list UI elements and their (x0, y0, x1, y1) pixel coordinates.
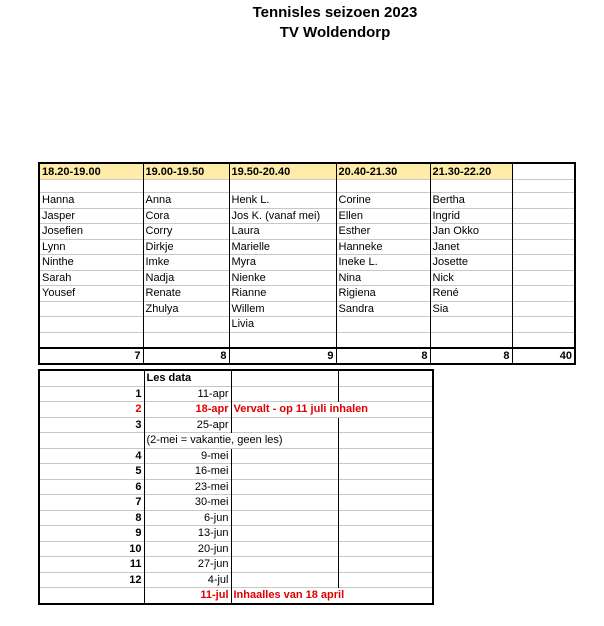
player-name-cell: Livia (229, 317, 336, 333)
total-count-cell: 8 (143, 348, 229, 364)
lesson-number: 11 (39, 557, 144, 573)
empty-cell (512, 286, 575, 302)
player-name-cell: Sia (430, 301, 512, 317)
player-name-cell (336, 317, 430, 333)
player-name-cell: Sandra (336, 301, 430, 317)
lesson-number: 4 (39, 448, 144, 464)
player-name-cell: Josefien (39, 224, 143, 240)
lesson-row (39, 572, 433, 588)
time-slot-header: 19.00-19.50 (143, 163, 229, 180)
player-name-cell: Jasper (39, 208, 143, 224)
empty-cell (512, 239, 575, 255)
total-count-cell: 40 (512, 348, 575, 364)
lesson-number: 5 (39, 464, 144, 480)
time-slot-header: 21.30-22.20 (430, 163, 512, 180)
empty-cell (143, 180, 229, 193)
player-name-cell: Corry (143, 224, 229, 240)
time-slot-header: 18.20-19.00 (39, 163, 143, 180)
lesson-number: 12 (39, 572, 144, 588)
player-name-cell: Nick (430, 270, 512, 286)
empty-cell (231, 572, 338, 588)
empty-cell (231, 417, 338, 433)
lesson-date: 27-jun (144, 557, 231, 573)
lesson-row (39, 464, 433, 480)
player-name-cell: Sarah (39, 270, 143, 286)
schedule-row (39, 286, 575, 302)
empty-cell (512, 332, 575, 348)
lesson-date: 11-jul (144, 588, 231, 604)
lesson-row (39, 417, 433, 433)
empty-cell (229, 332, 336, 348)
total-count-cell: 7 (39, 348, 143, 364)
time-slot-header: 19.50-20.40 (229, 163, 336, 180)
lesson-note: Vervalt - op 11 juli inhalen (231, 402, 433, 418)
lesson-number (39, 588, 144, 604)
schedule-table (38, 162, 576, 365)
empty-cell (338, 495, 433, 511)
player-name-cell: Hanna (39, 193, 143, 209)
lesson-date: 23-mei (144, 479, 231, 495)
lesson-row (39, 386, 433, 402)
lesson-number: 8 (39, 510, 144, 526)
player-name-cell: Corine (336, 193, 430, 209)
player-name-cell: Lynn (39, 239, 143, 255)
player-name-cell: Hanneke (336, 239, 430, 255)
lesson-date: 16-mei (144, 464, 231, 480)
empty-cell (512, 208, 575, 224)
player-name-cell: Josette (430, 255, 512, 271)
empty-cell (336, 332, 430, 348)
empty-cell (39, 332, 143, 348)
player-name-cell (39, 317, 143, 333)
lesson-row (39, 402, 433, 418)
empty-cell (338, 541, 433, 557)
empty-cell (143, 332, 229, 348)
lesson-dates-header: Les data (144, 370, 231, 386)
player-name-cell (143, 317, 229, 333)
empty-cell (512, 224, 575, 240)
lesson-date: 4-jul (144, 572, 231, 588)
empty-cell (39, 370, 144, 386)
empty-cell (231, 495, 338, 511)
empty-cell (338, 479, 433, 495)
blank-header-cell (512, 163, 575, 180)
lesson-date: 25-apr (144, 417, 231, 433)
empty-cell (430, 332, 512, 348)
lesson-note: Inhaalles van 18 april (231, 588, 433, 604)
player-name-cell: Esther (336, 224, 430, 240)
player-name-cell: Henk L. (229, 193, 336, 209)
schedule-row (39, 317, 575, 333)
player-name-cell: Myra (229, 255, 336, 271)
empty-cell (39, 180, 143, 193)
player-name-cell: Yousef (39, 286, 143, 302)
total-count-cell: 9 (229, 348, 336, 364)
lesson-row (39, 526, 433, 542)
empty-cell (338, 510, 433, 526)
empty-cell (231, 479, 338, 495)
schedule-header-row (39, 163, 575, 180)
lesson-date: 6-jun (144, 510, 231, 526)
empty-cell (231, 464, 338, 480)
empty-cell (231, 370, 338, 386)
lesson-number: 3 (39, 417, 144, 433)
lesson-dates-table (38, 369, 434, 605)
lesson-row (39, 541, 433, 557)
total-count-cell: 8 (430, 348, 512, 364)
schedule-row (39, 239, 575, 255)
empty-cell (338, 433, 433, 449)
lesson-date: 11-apr (144, 386, 231, 402)
player-name-cell (39, 301, 143, 317)
player-name-cell: Nadja (143, 270, 229, 286)
schedule-row (39, 208, 575, 224)
lesson-row (39, 433, 433, 449)
player-name-cell: Nina (336, 270, 430, 286)
time-slot-header: 20.40-21.30 (336, 163, 430, 180)
lesson-number: 10 (39, 541, 144, 557)
empty-cell (231, 526, 338, 542)
empty-cell (338, 464, 433, 480)
empty-cell (338, 557, 433, 573)
lesson-date: 30-mei (144, 495, 231, 511)
player-name-cell: René (430, 286, 512, 302)
player-name-cell: Rigiena (336, 286, 430, 302)
lesson-date: 20-jun (144, 541, 231, 557)
player-name-cell: Imke (143, 255, 229, 271)
schedule-row (39, 255, 575, 271)
empty-cell (338, 386, 433, 402)
empty-cell (512, 317, 575, 333)
player-name-cell: Zhulya (143, 301, 229, 317)
player-name-cell: Marielle (229, 239, 336, 255)
lesson-row (39, 510, 433, 526)
player-name-cell (430, 317, 512, 333)
empty-cell (338, 526, 433, 542)
lesson-number: 7 (39, 495, 144, 511)
empty-cell (231, 386, 338, 402)
schedule-row (39, 193, 575, 209)
lesson-row (39, 557, 433, 573)
totals-row (39, 348, 575, 364)
player-name-cell: Renate (143, 286, 229, 302)
empty-cell (338, 417, 433, 433)
player-name-cell: Ellen (336, 208, 430, 224)
player-name-cell: Jan Okko (430, 224, 512, 240)
lesson-date: 9-mei (144, 448, 231, 464)
empty-cell (231, 541, 338, 557)
empty-cell (231, 448, 338, 464)
player-name-cell: Bertha (430, 193, 512, 209)
player-name-cell: Willem (229, 301, 336, 317)
empty-cell (338, 572, 433, 588)
empty-cell (231, 510, 338, 526)
player-name-cell: Jos K. (vanaf mei) (229, 208, 336, 224)
lesson-number: 9 (39, 526, 144, 542)
lesson-row (39, 495, 433, 511)
player-name-cell: Laura (229, 224, 336, 240)
schedule-row (39, 224, 575, 240)
holiday-note: (2-mei = vakantie, geen les) (144, 433, 338, 449)
total-count-cell: 8 (336, 348, 430, 364)
empty-cell (338, 448, 433, 464)
empty-cell (512, 255, 575, 271)
player-name-cell: Dirkje (143, 239, 229, 255)
empty-cell (512, 193, 575, 209)
empty-cell (336, 180, 430, 193)
schedule-row (39, 270, 575, 286)
player-name-cell: Ninthe (39, 255, 143, 271)
empty-cell (512, 270, 575, 286)
lesson-number: 1 (39, 386, 144, 402)
schedule-row (39, 301, 575, 317)
player-name-cell: Cora (143, 208, 229, 224)
empty-cell (229, 180, 336, 193)
empty-cell (430, 180, 512, 193)
player-name-cell: Anna (143, 193, 229, 209)
player-name-cell: Janet (430, 239, 512, 255)
lesson-number: 2 (39, 402, 144, 418)
player-name-cell: Rianne (229, 286, 336, 302)
player-name-cell: Ineke L. (336, 255, 430, 271)
lesson-number: 6 (39, 479, 144, 495)
page-subtitle: TV Woldendorp (279, 24, 391, 41)
empty-cell (512, 301, 575, 317)
empty-cell (338, 370, 433, 386)
player-name-cell: Nienke (229, 270, 336, 286)
lesson-number (39, 433, 144, 449)
lesson-date: 18-apr (144, 402, 231, 418)
page-title: Tennisles seizoen 2023 (252, 4, 418, 21)
empty-cell (512, 180, 575, 193)
lesson-row (39, 479, 433, 495)
lesson-date: 13-jun (144, 526, 231, 542)
lesson-row (39, 588, 433, 604)
lesson-row (39, 448, 433, 464)
player-name-cell: Ingrid (430, 208, 512, 224)
empty-cell (231, 557, 338, 573)
